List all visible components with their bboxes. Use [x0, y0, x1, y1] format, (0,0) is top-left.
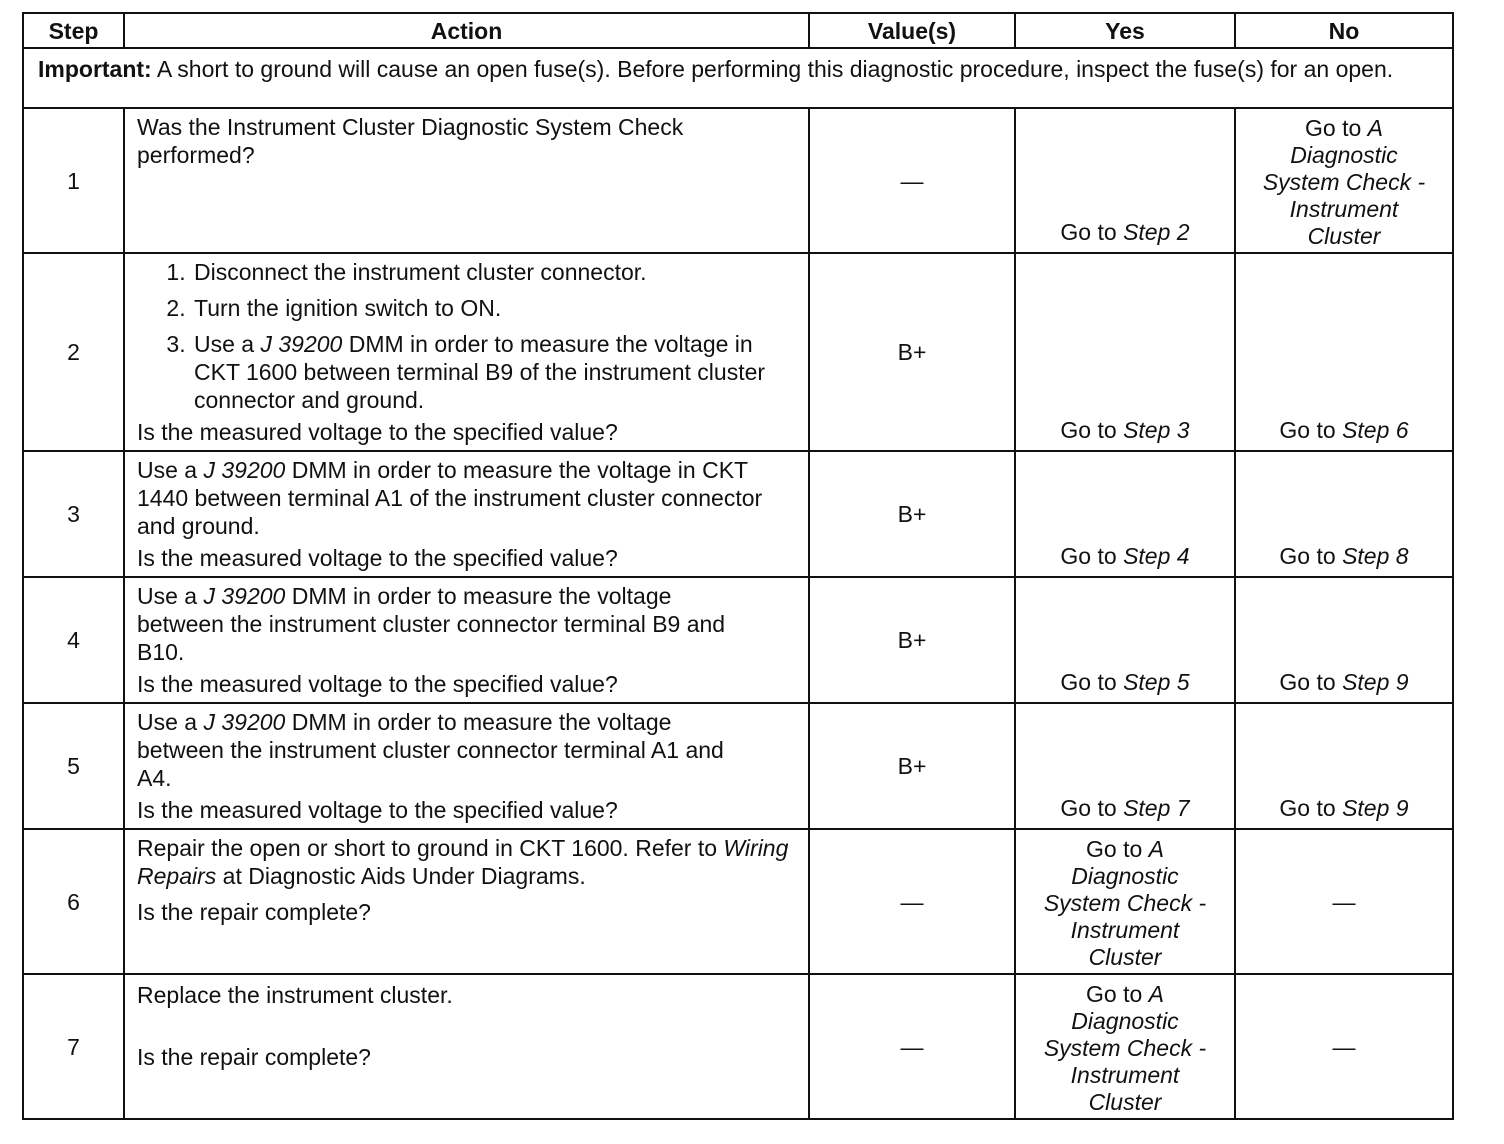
action-text: Use a J 39200 DMM in order to measure the voltage between the instrument cluster connector terminal B9 and B10.	[137, 583, 726, 665]
step-number: 3	[23, 451, 124, 577]
yes-cell	[1015, 108, 1235, 253]
no-cell	[1235, 253, 1453, 451]
action-question: Is the repair complete?	[137, 899, 371, 925]
yes-goto-link[interactable]: Go to Step 7	[1060, 795, 1190, 821]
action-question: Is the measured voltage to the specified value?	[137, 671, 618, 697]
value-cell: B+	[809, 253, 1015, 451]
table-row	[23, 253, 1453, 451]
no-cell	[1235, 703, 1453, 829]
action-text: Use a J 39200 DMM in order to measure the voltage in CKT 1440 between terminal A1 of the instrument cluster connector and ground.	[137, 457, 763, 539]
action-cell	[124, 829, 809, 974]
action-question: Is the measured voltage to the specified value?	[137, 797, 618, 823]
action-question: Is the repair complete?	[137, 1044, 371, 1070]
substep: 3. Use a J 39200 DMM in order to measure the voltage in CKT 1600 between terminal B9 of the instrument cluster connector and ground.	[192, 330, 794, 414]
value-cell: —	[809, 974, 1015, 1119]
value-cell: —	[809, 108, 1015, 253]
important-note	[23, 48, 1453, 108]
substep: 1. Disconnect the instrument cluster connector.	[192, 258, 794, 286]
action-cell	[124, 577, 809, 703]
action-text: Repair the open or short to ground in CKT 1600. Refer to Wiring Repairs at Diagnostic Aids Under Diagrams.	[137, 835, 789, 889]
no-goto-link[interactable]: Go to Step 9	[1279, 669, 1409, 695]
header-no: No	[1235, 13, 1453, 48]
important-note-row	[23, 48, 1453, 108]
value-cell: B+	[809, 451, 1015, 577]
substep: 2. Turn the ignition switch to ON.	[192, 294, 794, 322]
step-number: 6	[23, 829, 124, 974]
action-text: Was the Instrument Cluster Diagnostic System Check performed?	[137, 114, 684, 168]
diagnostic-table-page	[22, 12, 1454, 1120]
value-cell: —	[809, 829, 1015, 974]
action-text: Replace the instrument cluster.	[137, 982, 453, 1008]
value-cell: B+	[809, 577, 1015, 703]
yes-goto-link[interactable]: Go to Step 5	[1060, 669, 1190, 695]
table-row	[23, 974, 1453, 1119]
yes-cell	[1015, 577, 1235, 703]
step-number: 5	[23, 703, 124, 829]
action-text: Use a J 39200 DMM in order to measure the voltage between the instrument cluster connector terminal A1 and A4.	[137, 709, 724, 791]
yes-cell	[1015, 451, 1235, 577]
header-row	[23, 13, 1453, 48]
yes-goto-link[interactable]: Go to Step 2	[1060, 219, 1190, 245]
table-row	[23, 703, 1453, 829]
table-row	[23, 829, 1453, 974]
no-cell	[1235, 577, 1453, 703]
diagnostic-table	[22, 12, 1454, 1120]
yes-cell	[1015, 974, 1235, 1119]
no-cell	[1235, 451, 1453, 577]
header-values: Value(s)	[809, 13, 1015, 48]
no-goto-link[interactable]: Go to Step 9	[1279, 795, 1409, 821]
important-label: Important:	[38, 56, 152, 82]
value-cell: B+	[809, 703, 1015, 829]
step-number: 7	[23, 974, 124, 1119]
yes-cell	[1015, 829, 1235, 974]
action-cell	[124, 451, 809, 577]
no-cell	[1235, 108, 1453, 253]
action-question: Is the measured voltage to the specified value?	[137, 419, 618, 445]
no-goto-link[interactable]: Go to Step 6	[1279, 417, 1409, 443]
yes-goto-link[interactable]: Go to A Diagnostic System Check - Instrument Cluster	[1043, 981, 1207, 1115]
table-row	[23, 108, 1453, 253]
yes-goto-link[interactable]: Go to A Diagnostic System Check - Instrument Cluster	[1043, 836, 1207, 970]
action-cell	[124, 974, 809, 1119]
yes-cell	[1015, 703, 1235, 829]
yes-goto-link[interactable]: Go to Step 4	[1060, 543, 1190, 569]
step-number: 1	[23, 108, 124, 253]
step-number: 2	[23, 253, 124, 451]
no-goto-link[interactable]: Go to Step 8	[1279, 543, 1409, 569]
action-cell	[124, 108, 809, 253]
step-number: 4	[23, 577, 124, 703]
yes-cell	[1015, 253, 1235, 451]
header-yes: Yes	[1015, 13, 1235, 48]
table-row	[23, 451, 1453, 577]
yes-goto-link[interactable]: Go to Step 3	[1060, 417, 1190, 443]
important-text: A short to ground will cause an open fuse(s). Before performing this diagnostic procedure, inspect the fuse(s) for an open.	[156, 56, 1394, 82]
no-cell: —	[1235, 829, 1453, 974]
action-question: Is the measured voltage to the specified value?	[137, 545, 618, 571]
action-cell	[124, 253, 809, 451]
no-goto-link[interactable]: Go to A Diagnostic System Check - Instrument Cluster	[1262, 115, 1426, 249]
substep-list	[137, 258, 794, 418]
header-step: Step	[23, 13, 124, 48]
action-cell	[124, 703, 809, 829]
header-action: Action	[124, 13, 809, 48]
no-cell: —	[1235, 974, 1453, 1119]
table-row	[23, 577, 1453, 703]
